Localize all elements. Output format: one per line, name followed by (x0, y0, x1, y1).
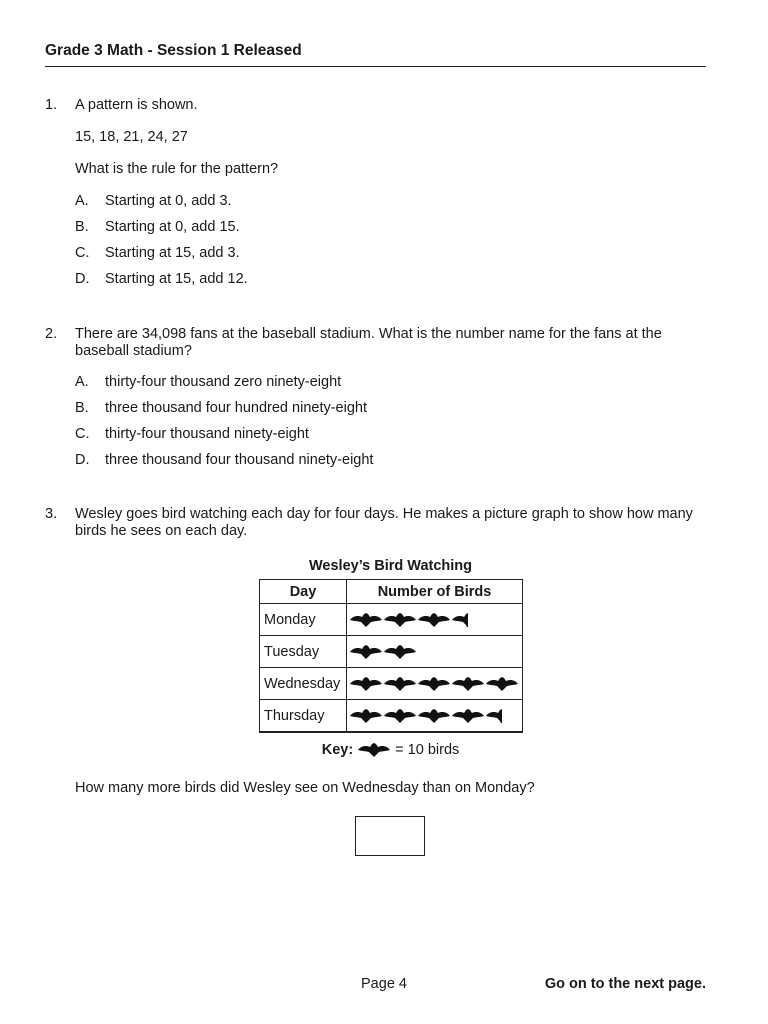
next-page-note: Go on to the next page. (544, 976, 706, 992)
question-number: 3. (45, 506, 58, 522)
graph-day-label: Thursday (260, 700, 347, 733)
question-prompt: There are 34,098 fans at the baseball stadium. What is the number name for the fans at the baseball stadium? (75, 326, 662, 359)
option-letter: D. (75, 271, 90, 287)
graph-row (260, 604, 523, 636)
bird-icon (349, 644, 383, 660)
option-letter: D. (75, 452, 90, 468)
bird-icon (383, 676, 417, 692)
graph-row (260, 700, 523, 733)
answer-option-c[interactable] (75, 426, 706, 452)
graph-bird-cell (347, 668, 523, 700)
page-number: Page 4 (361, 976, 407, 992)
bird-icon (383, 612, 417, 628)
option-text: thirty-four thousand ninety-eight (105, 426, 309, 442)
bird-icon (417, 676, 451, 692)
option-text: Starting at 15, add 3. (105, 245, 240, 261)
bird-icon (349, 612, 383, 628)
option-letter: C. (75, 245, 90, 261)
bird-icon (417, 708, 451, 724)
graph-day-label: Monday (260, 604, 347, 636)
half-bird-icon (451, 612, 468, 628)
answer-option-a[interactable] (75, 374, 706, 400)
question-text: How many more birds did Wesley see on Wednesday than on Monday? (75, 780, 535, 796)
graph-bird-cell (347, 700, 523, 733)
graph-row (260, 636, 523, 668)
option-letter: C. (75, 426, 90, 442)
answer-option-a[interactable] (75, 193, 706, 219)
option-text: three thousand four hundred ninety-eight (105, 400, 367, 416)
question-2 (45, 326, 706, 478)
question-number: 2. (45, 326, 58, 342)
option-letter: A. (75, 193, 89, 209)
option-text: Starting at 0, add 3. (105, 193, 232, 209)
question-text: What is the rule for the pattern? (75, 161, 279, 177)
question-prompt: A pattern is shown. (75, 97, 198, 113)
question-1 (45, 97, 706, 297)
bird-icon (485, 676, 519, 692)
column-header-birds: Number of Birds (347, 580, 523, 604)
answer-option-d[interactable] (75, 271, 706, 297)
graph-key (259, 742, 522, 758)
bird-icon (357, 742, 391, 758)
bird-icon (417, 612, 451, 628)
option-text: thirty-four thousand zero ninety-eight (105, 374, 342, 390)
graph-bird-cell (347, 636, 523, 668)
option-letter: B. (75, 219, 89, 235)
answer-box[interactable] (355, 816, 425, 856)
column-header-day: Day (260, 580, 347, 604)
bird-icon (349, 708, 383, 724)
picture-graph-title: Wesley’s Bird Watching (308, 558, 473, 574)
option-letter: B. (75, 400, 89, 416)
option-text: three thousand four thousand ninety-eight (105, 452, 374, 468)
half-bird-icon (485, 708, 502, 724)
page-header (45, 42, 706, 67)
graph-bird-cell (347, 604, 523, 636)
header-title: Grade 3 Math - Session 1 Released (45, 42, 302, 59)
graph-day-label: Tuesday (260, 636, 347, 668)
question-3 (45, 506, 706, 540)
question-prompt: Wesley goes bird watching each day for four days. He makes a picture graph to show how many birds he sees on each day. (75, 506, 693, 539)
bird-icon (383, 644, 417, 660)
graph-row (260, 668, 523, 700)
answer-option-c[interactable] (75, 245, 706, 271)
option-text: Starting at 0, add 15. (105, 219, 240, 235)
bird-icon (451, 708, 485, 724)
graph-day-label: Wednesday (260, 668, 347, 700)
question-number: 1. (45, 97, 58, 113)
bird-icon (451, 676, 485, 692)
option-text: Starting at 15, add 12. (105, 271, 248, 287)
picture-graph (259, 579, 523, 733)
answer-option-d[interactable] (75, 452, 706, 478)
option-letter: A. (75, 374, 89, 390)
bird-icon (383, 708, 417, 724)
key-value: = 10 birds (395, 742, 460, 758)
answer-option-b[interactable] (75, 219, 706, 245)
bird-icon (349, 676, 383, 692)
pattern-sequence: 15, 18, 21, 24, 27 (75, 129, 188, 145)
key-label: Key: (321, 742, 354, 758)
answer-option-b[interactable] (75, 400, 706, 426)
